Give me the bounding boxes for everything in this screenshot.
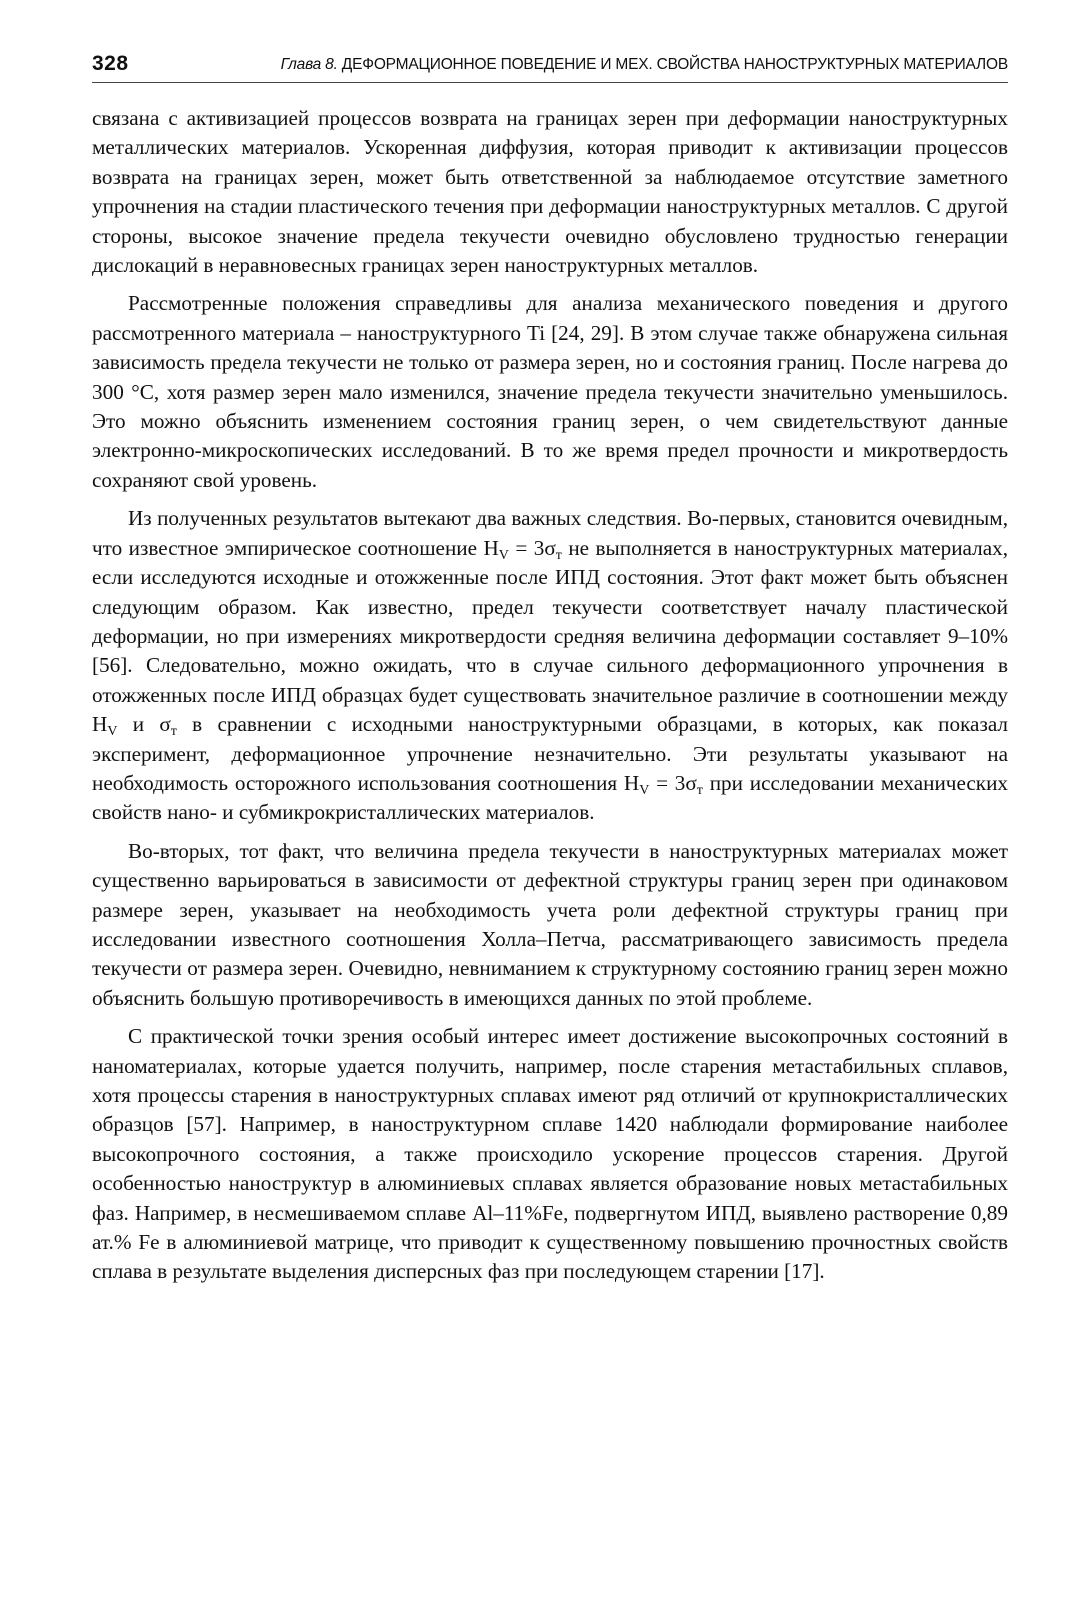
paragraph-3-text-5: в сравнении с исходными наноструктурными образцами, в которых, как показал эксперимент, деформационное упрочнение незначительно. Эти результаты указывают на необходимость осторожного использования соотношения H — [92, 712, 1008, 795]
paragraph-3-text-2: = 3σ — [508, 535, 556, 560]
chapter-title: ДЕФОРМАЦИОННОЕ ПОВЕДЕНИЕ И МЕХ. СВОЙСТВА НАНОСТРУКТУРНЫХ МАТЕРИАЛОВ — [341, 56, 1008, 73]
running-title — [281, 56, 1008, 74]
running-header — [92, 50, 1008, 83]
paragraph-3-text-3: не выполняется в наноструктурных материалах, если исследуются исходные и отожженные после ИПД состояния. Этот факт может быть объяснен следующим образом. Как известно, предел текучести соответствует началу пластической деформации, но при измерениях микротвердости средняя величина деформации составляет 9–10% [56]. Следовательно, можно ожидать, что в случае сильного деформационного упрочнения в отожженных после ИПД образцах будет существовать значительное различие в соотношении между H — [92, 535, 1009, 737]
page-number: 328 — [92, 52, 129, 75]
subscript-t: т — [170, 724, 177, 740]
body-text — [92, 104, 1008, 1296]
paragraph-3-text-1: Из полученных результатов вытекают два важных следствия. Во-первых, становится очевидным, что известное эмпирическое соотношение H — [92, 506, 1008, 560]
paragraph-3 — [92, 504, 1008, 827]
chapter-label: Глава 8. — [280, 56, 338, 73]
paragraph-2: Рассмотренные положения справедливы для анализа механического поведения и другого рассмотренного материала – наноструктурного Ti [24, 29]. В этом случае также обнаружена сильная зависимость предела текучести не только от размера зерен, но и состояния границ. После нагрева до 300 °С, хотя размер зерен мало изменился, значение предела текучести значительно уменьшилось. Это можно объяснить изменением состояния границ зерен, о чем свидетельствуют данные электронно-микроскопических исследований. В то же время предел прочности и микротвердость сохраняют свой уровень. — [92, 291, 1008, 492]
paragraph-5: С практической точки зрения особый интерес имеет достижение высокопрочных состояний в наноматериалах, которые удается получить, например, после старения метастабильных сплавов, хотя процессы старения в наноструктурных сплавах имеют ряд отличий от крупнокристаллических образцов [57]. Например, в наноструктурном сплаве 1420 наблюдали формирование наиболее высокопрочного состояния, а также происходило ускорение процессов старения. Другой особенностью наноструктур в алюминиевых сплавах является образование новых метастабильных фаз. Например, в несмешиваемом сплаве Al–11%Fe, подвергнутом ИПД, выявлено растворение 0,89 ат.% Fe в алюминиевой матрице, что приводит к существенному повышению прочностных свойств сплава в результате выделения дисперсных фаз при последующем старении [17]. — [92, 1024, 1008, 1284]
subscript-v: V — [639, 783, 650, 799]
paragraph-3-text-6: = 3σ — [649, 770, 697, 795]
paragraph-1: связана с активизацией процессов возврата на границах зерен при деформации наноструктурных металлических материалов. Ускоренная диффузия, которая приводит к активизации процессов возврата на границах зерен, может быть ответственной за наблюдаемое отсутствие заметного упрочнения на стадии пластического течения при деформации наноструктурных металлов. С другой стороны, высокое значение предела текучести очевидно обусловлено трудностью генерации дислокаций в неравновесных границах зерен наноструктурных металлов. — [92, 106, 1008, 278]
paragraph-3-text-7: при исследовании механических свойств нано- и субмикрокристаллических материалов. — [92, 770, 1009, 825]
paragraph-4: Во-вторых, тот факт, что величина предела текучести в наноструктурных материалах может существенно варьироваться в зависимости от дефектной структуры границ зерен при одинаковом размере зерен, указывает на необходимость учета роли дефектной структуры границ при исследовании известного соотношения Холла–Петча, рассматривающего зависимость предела текучести от размера зерен. Очевидно, невниманием к структурному состоянию границ зерен можно объяснить большую противоречивость в имеющихся данных по этой проблеме. — [92, 838, 1008, 1010]
subscript-v: V — [498, 547, 509, 563]
subscript-t: т — [696, 783, 703, 799]
subscript-v: V — [107, 724, 118, 740]
subscript-t: т — [555, 547, 562, 563]
paragraph-3-text-4: и σ — [117, 712, 171, 737]
